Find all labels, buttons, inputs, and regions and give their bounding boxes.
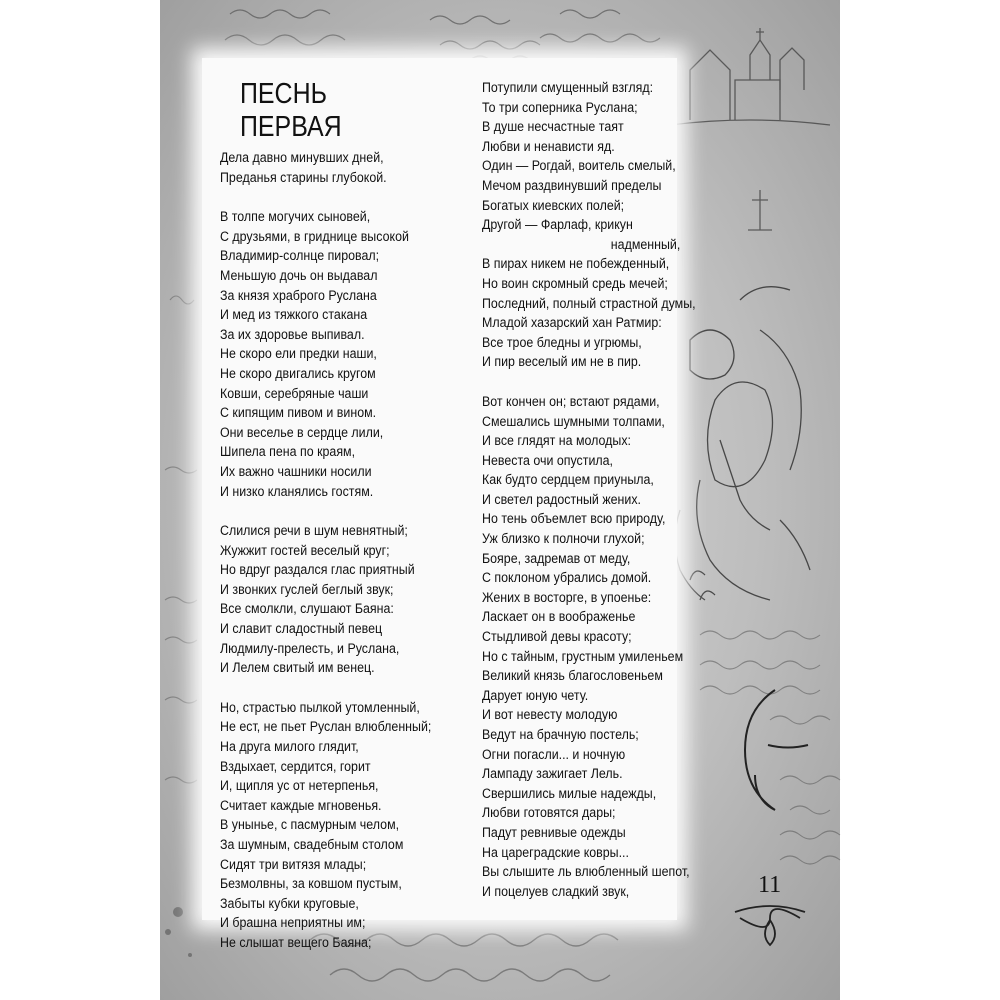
verse-line: И звонких гуслей беглый звук; (220, 581, 394, 597)
verse-line: Но вдруг раздался глас приятный (220, 562, 415, 578)
page-number: 11 (758, 872, 782, 898)
poem-title: ПЕСНЬ ПЕРВАЯ (240, 78, 342, 143)
verse-line: Не скоро ели предки наши, (220, 346, 377, 362)
verse-line: Они веселье в сердце лили, (220, 424, 384, 440)
verse-line: И все глядят на молодых: (482, 433, 631, 449)
verse-line: Другой — Фарлаф, крикун (482, 217, 633, 233)
verse-line: И мед из тяжкого стакана (220, 307, 368, 323)
verse-line: Дела давно минувших дней, (220, 150, 384, 165)
verse-line: За шумным, свадебным столом (220, 837, 404, 852)
verse-line: Младой хазарский хан Ратмир: (482, 315, 662, 331)
verse-line: Вздыхает, сердится, горит (220, 758, 371, 774)
verse-line: Любви готовятся дары; (482, 805, 616, 821)
verse-line: Вы слышите ль влюбленный шепот, (482, 864, 690, 880)
left-column (220, 78, 460, 973)
verse-line: Свершились милые надежды, (482, 785, 657, 801)
stanza (220, 698, 460, 953)
verse-line: Сидят три витязя млады; (220, 856, 367, 872)
verse-line: И Лелем свитый им венец. (220, 660, 375, 676)
verse-line: Падут ревнивые одежды (482, 824, 626, 840)
verse-line: Шипела пена по краям, (220, 444, 356, 460)
verse-line: И вот невесту молодую (482, 707, 618, 723)
verse-line: Любви и ненависти яд. (482, 138, 615, 154)
verse-line: Преданья старины глубокой. (220, 169, 387, 185)
verse-line: Не ест, не пьет Руслан влюбленный; (220, 719, 432, 735)
stanza (220, 148, 460, 187)
verse-line: надменный, (610, 236, 681, 252)
verse-line: Не скоро двигались кругом (220, 365, 376, 381)
verse-line: Дарует юную чету. (482, 687, 589, 703)
verse-line: Великий князь благословеньем (482, 668, 663, 684)
verse-line: Слилися речи в шум невнятный; (220, 523, 408, 539)
verse-line: Богатых киевских полей; (482, 197, 625, 213)
verse-line: Не слышат вещего Баяна; (220, 934, 372, 950)
right-column (482, 78, 722, 921)
verse-line: Безмолвны, за ковшом пустым, (220, 876, 402, 892)
verse-line: В душе несчастные таят (482, 119, 624, 135)
verse-line: Смешались шумными толпами, (482, 413, 665, 429)
verse-line: И славит сладостный певец (220, 621, 383, 637)
verse-line: За их здоровье выпивал. (220, 326, 365, 342)
verse-line: Один — Рогдай, воитель смелый, (482, 158, 676, 174)
verse-line: Последний, полный страстной думы, (482, 295, 696, 311)
verse-line: На друга милого глядит, (220, 739, 359, 755)
stanza (220, 521, 460, 678)
verse-line: Жужжит гостей веселый круг; (220, 542, 390, 558)
verse-line: И пир веселый им не в пир. (482, 354, 642, 370)
verse-line: Как будто сердцем приуныла, (482, 472, 654, 488)
verse-line: Ведут на брачную постель; (482, 727, 639, 742)
verse-line: И низко кланялись гостям. (220, 483, 374, 499)
verse-line: Невеста очи опустила, (482, 452, 613, 468)
verse-line: С друзьями, в гриднице высокой (220, 228, 409, 244)
verse-line: Забыты кубки круговые, (220, 895, 359, 911)
verse-line: И поцелуев сладкий звук, (482, 883, 630, 899)
verse-line: Их важно чашники носили (220, 463, 372, 479)
stanza (482, 78, 722, 372)
verse-line: То три соперника Руслана; (482, 99, 638, 115)
verse-line: Стыдливой девы красоту; (482, 629, 632, 645)
verse-line: В пирах никем не побежденный, (482, 256, 670, 272)
verse-line: И, щипля ус от нетерпенья, (220, 778, 379, 794)
verse-line: Ласкает он в воображенье (482, 609, 636, 625)
verse-line: Ковши, серебряные чаши (220, 385, 369, 401)
verse-line: Владимир-солнце пировал; (220, 248, 380, 264)
verse-line: С кипящим пивом и вином. (220, 405, 377, 421)
verse-line: Меньшую дочь он выдавал (220, 267, 378, 283)
stanza (482, 392, 722, 901)
verse-line: Потупили смущенный взгляд: (482, 80, 654, 95)
verse-line: Все смолкли, слушают Баяна: (220, 601, 394, 617)
verse-line: Уж близко к полночи глухой; (482, 531, 645, 547)
verse-line: Людмилу-прелесть, и Руслана, (220, 640, 400, 656)
verse-line: С поклоном убрались домой. (482, 570, 652, 586)
verse-line: Но тень объемлет всю природу, (482, 511, 666, 527)
verse-line: И светел радостный жених. (482, 491, 642, 507)
verse-line: Все трое бледны и угрюмы, (482, 334, 642, 350)
verse-line: За князя храброго Руслана (220, 287, 377, 303)
verse-line: В унынье, с пасмурным челом, (220, 817, 400, 833)
verse-line: Жених в восторге, в упоенье: (482, 589, 652, 605)
verse-line: Лампаду зажигает Лель. (482, 766, 623, 782)
verse-line: Бояре, задремав от меду, (482, 550, 631, 566)
verse-line: В толпе могучих сыновей, (220, 209, 371, 225)
verse-line: Вот кончен он; встают рядами, (482, 393, 660, 409)
verse-line: Но с тайным, грустным умиленьем (482, 648, 684, 664)
verse-line: Но воин скромный средь мечей; (482, 275, 668, 291)
verse-line: На цареградские ковры... (482, 844, 629, 860)
verse-line: И брашна неприятны им; (220, 915, 366, 931)
verse-line: Мечом раздвинувший пределы (482, 177, 662, 193)
stanza (220, 207, 460, 501)
verse-line: Огни погасли... и ночную (482, 746, 626, 762)
verse-line: Считает каждые мгновенья. (220, 797, 382, 813)
verse-line: Но, страстью пылкой утомленный, (220, 699, 420, 715)
